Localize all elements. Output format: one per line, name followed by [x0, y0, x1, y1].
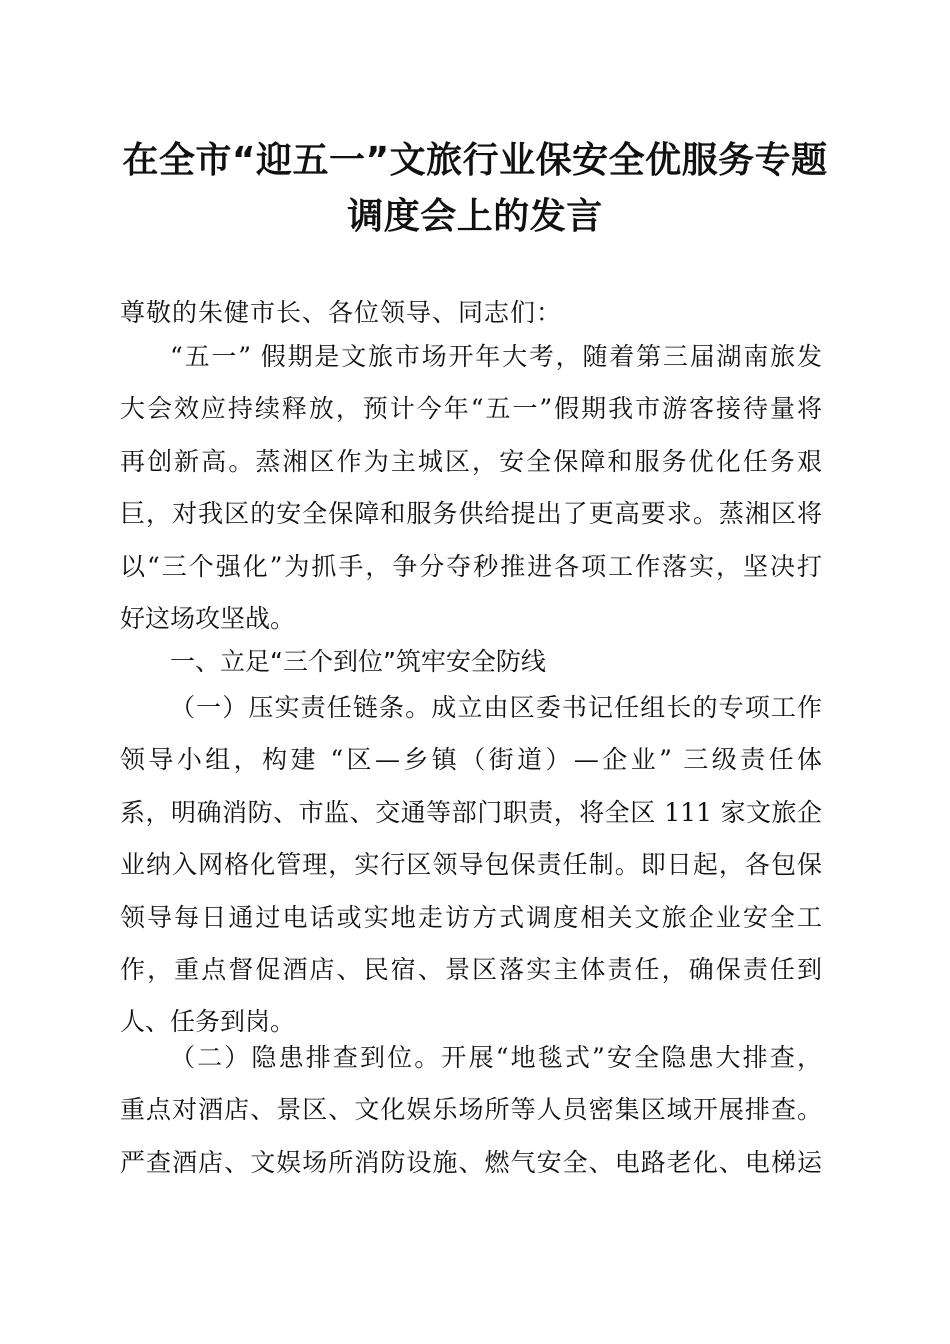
subsection-2-line: 重点对酒店、景区、文化娱乐场所等人员密集区域开展排查。 [120, 1095, 822, 1125]
subsection-1-line: 作，重点督促酒店、民宿、景区落实主体责任，确保责任到 [120, 954, 822, 984]
subsection-1-first-line [120, 682, 822, 734]
subsection-1-paragraph [120, 682, 822, 1049]
intro-line: 再创新高。蒸湘区作为主城区，安全保障和服务优化任务艰 [120, 446, 822, 476]
salutation: 尊敬的朱健市长、各位领导、同志们： [120, 298, 563, 327]
intro-line: 好这场攻坚战。 [120, 603, 296, 633]
subsection-1-line: 领导每日通过电话或实地走访方式调度相关文旅企业安全工 [120, 902, 822, 932]
intro-line: 以“三个强化”为抓手，争分夺秒推进各项工作落实，坚决打 [120, 551, 822, 581]
subsection-1-text: 成立由区委书记任组长的专项工作 [431, 693, 822, 722]
subsection-1-line: 领导小组，构建 “区—乡镇（街道）—企业” 三级责任体 [120, 745, 822, 775]
intro-line: “五一” 假期是文旅市场开年大考，随着第三届湖南旅发 [170, 342, 822, 371]
subsection-1-line: 人、任务到岗。 [120, 1007, 296, 1037]
subsection-2-paragraph [120, 1032, 822, 1189]
intro-paragraph [120, 331, 822, 645]
section-heading: 一、立足“三个到位”筑牢安全防线 [170, 647, 546, 676]
subsection-2-heading: （二）隐患排查到位。 [170, 1043, 442, 1072]
subsection-2-line: 严查酒店、文娱场所消防设施、燃气安全、电路老化、电梯运 [120, 1147, 822, 1177]
document-title [100, 133, 850, 245]
title-line-1: 在全市“迎五一”文旅行业保安全优服务专题 [122, 140, 828, 181]
intro-line: 巨，对我区的安全保障和服务供给提出了更高要求。蒸湘区将 [120, 499, 822, 529]
title-line-2: 调度会上的发言 [347, 196, 603, 237]
subsection-2-text: 开展“地毯式”安全隐患大排查， [441, 1043, 822, 1072]
subsection-1-line: 业纳入网格化管理，实行区领导包保责任制。即日起，各包保 [120, 850, 822, 880]
subsection-2-first-line [120, 1032, 822, 1084]
intro-line: 大会效应持续释放，预计今年“五一”假期我市游客接待量将 [120, 394, 822, 424]
subsection-1-line: 系，明确消防、市监、交通等部门职责，将全区 111 家文旅企 [120, 797, 822, 827]
subsection-1-heading: （一）压实责任链条。 [170, 693, 432, 722]
